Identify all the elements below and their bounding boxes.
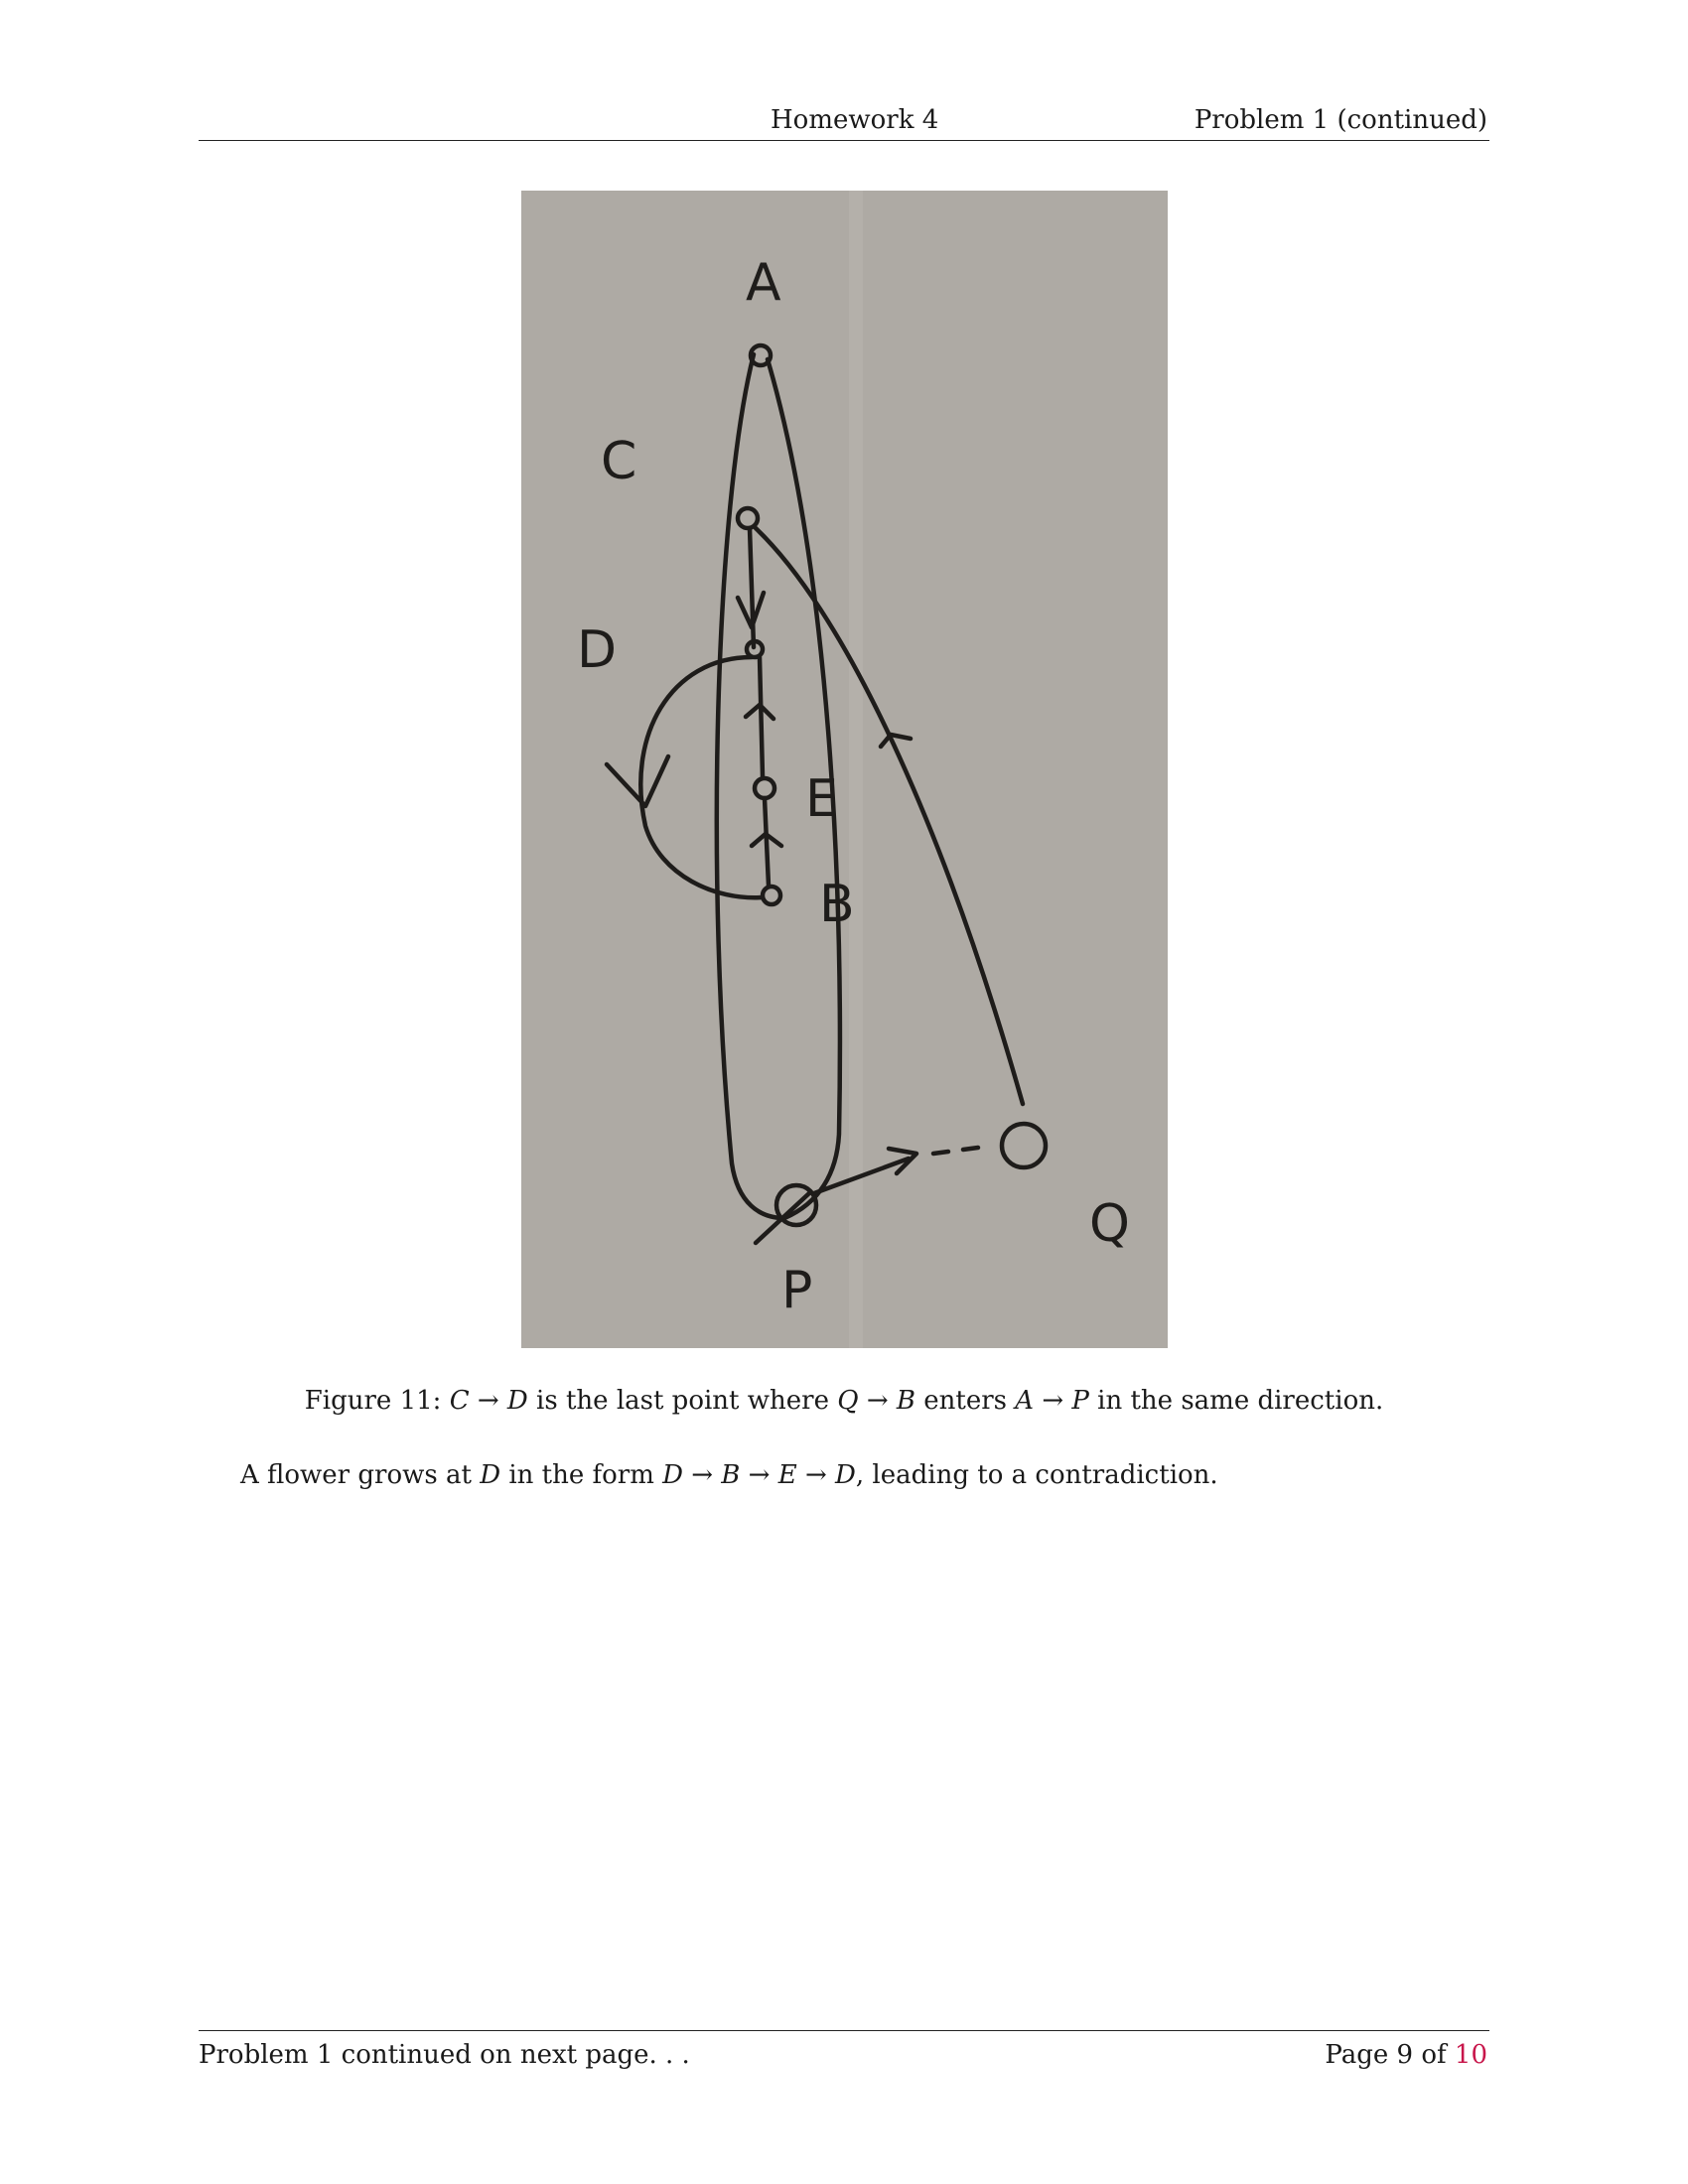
hand-drawn-graph-sketch [521, 191, 1168, 1348]
photo-background [521, 191, 1168, 1348]
header-rule [199, 140, 1489, 141]
footer-continued-note: Problem 1 continued on next page. . . [199, 2040, 690, 2070]
label-a: A [746, 253, 781, 313]
label-p: P [781, 1261, 813, 1320]
footer-rule [199, 2030, 1489, 2031]
page-prefix: Page 9 of [1325, 2040, 1447, 2070]
label-b: B [819, 875, 855, 934]
header-title: Homework 4 [771, 105, 939, 135]
caption-label: Figure 11: [304, 1386, 442, 1416]
body-paragraph: A flower grows at D in the form D → B → E → D, leading to a contradiction. [240, 1460, 1218, 1490]
figure-caption: Figure 11: C → D is the last point where Q → B enters A → P in the same direction. [304, 1386, 1384, 1416]
label-q: Q [1089, 1194, 1130, 1254]
edge-e-d [760, 657, 763, 776]
total-pages-link[interactable]: 10 [1454, 2040, 1487, 2070]
label-c: C [601, 432, 637, 491]
label-e: E [805, 769, 838, 829]
figure-photo [521, 191, 1168, 1348]
label-d: D [577, 620, 618, 680]
page-number [1325, 2040, 1487, 2070]
header-section: Problem 1 (continued) [1194, 105, 1487, 135]
